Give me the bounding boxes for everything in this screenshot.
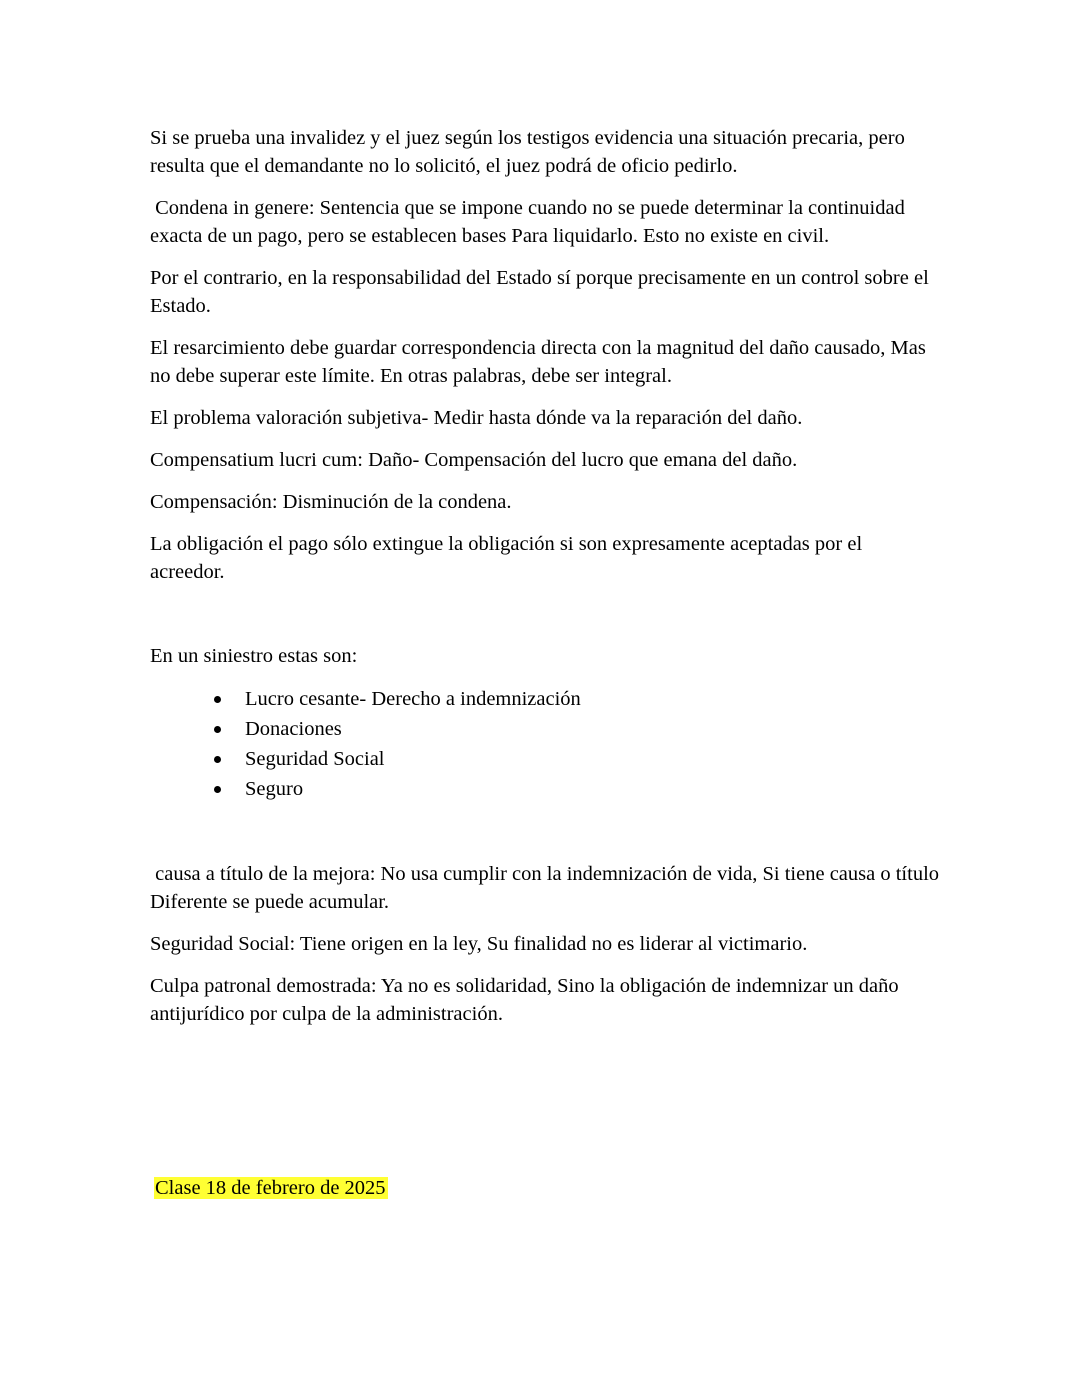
paragraph-compensatium: Compensatium lucri cum: Daño- Compensación del lucro que emana del daño.	[150, 449, 798, 471]
paragraph-condena-in-genere: Condena in genere: Sentencia que se impone cuando no se puede determinar la continuidad exacta de un pago, pero se establecen bases Para liquidarlo. Esto no existe en civil.	[150, 197, 910, 247]
bullet-list	[150, 684, 940, 804]
list-item	[214, 684, 940, 714]
list-item-text: Donaciones	[245, 718, 342, 740]
paragraph-culpa-patronal: Culpa patronal demostrada: Ya no es solidaridad, Sino la obligación de indemnizar un daño antijurídico por culpa de la administración.	[150, 975, 899, 1025]
list-item-text: Seguridad Social	[245, 748, 385, 770]
bullet-icon	[214, 696, 221, 703]
list-item-text: Seguro	[245, 778, 304, 800]
paragraph-responsabilidad-estado: Por el contrario, en la responsabilidad del Estado sí porque precisamente en un control sobre el Estado.	[150, 267, 929, 317]
paragraph-invalidez: Si se prueba una invalidez y el juez según los testigos evidencia una situación precaria, pero resulta que el demandante no lo solicitó, el juez podrá de oficio pedirlo.	[150, 127, 905, 177]
bullet-icon	[214, 756, 221, 763]
blank-line	[150, 600, 940, 642]
paragraph-resarcimiento: El resarcimiento debe guardar correspondencia directa con la magnitud del daño causado, Mas no debe superar este límite. En otras palabras, debe ser integral.	[150, 337, 926, 387]
list-intro: En un siniestro estas son:	[150, 645, 358, 667]
paragraph-obligacion-pago: La obligación el pago sólo extingue la obligación si son expresamente aceptadas por el acreedor.	[150, 533, 863, 583]
list-item	[214, 714, 940, 744]
paragraph-valoracion-subjetiva: El problema valoración subjetiva- Medir hasta dónde va la reparación del daño.	[150, 407, 803, 429]
list-item	[214, 774, 940, 804]
document-body	[150, 124, 945, 1042]
list-item-text: Lucro cesante- Derecho a indemnización	[245, 688, 581, 710]
blank-line	[150, 818, 940, 860]
highlighted-text: Clase 18 de febrero de 2025	[155, 1177, 386, 1199]
paragraph-compensacion: Compensación: Disminución de la condena.	[150, 491, 512, 513]
paragraph-seguridad-social: Seguridad Social: Tiene origen en la ley, Su finalidad no es liderar al victimario.	[150, 933, 808, 955]
list-item	[214, 744, 940, 774]
class-date-heading	[154, 1174, 388, 1202]
paragraph-causa-titulo: causa a título de la mejora: No usa cumplir con la indemnización de vida, Si tiene causa o título Diferente se puede acumular.	[150, 863, 945, 913]
bullet-icon	[214, 726, 221, 733]
bullet-icon	[214, 786, 221, 793]
